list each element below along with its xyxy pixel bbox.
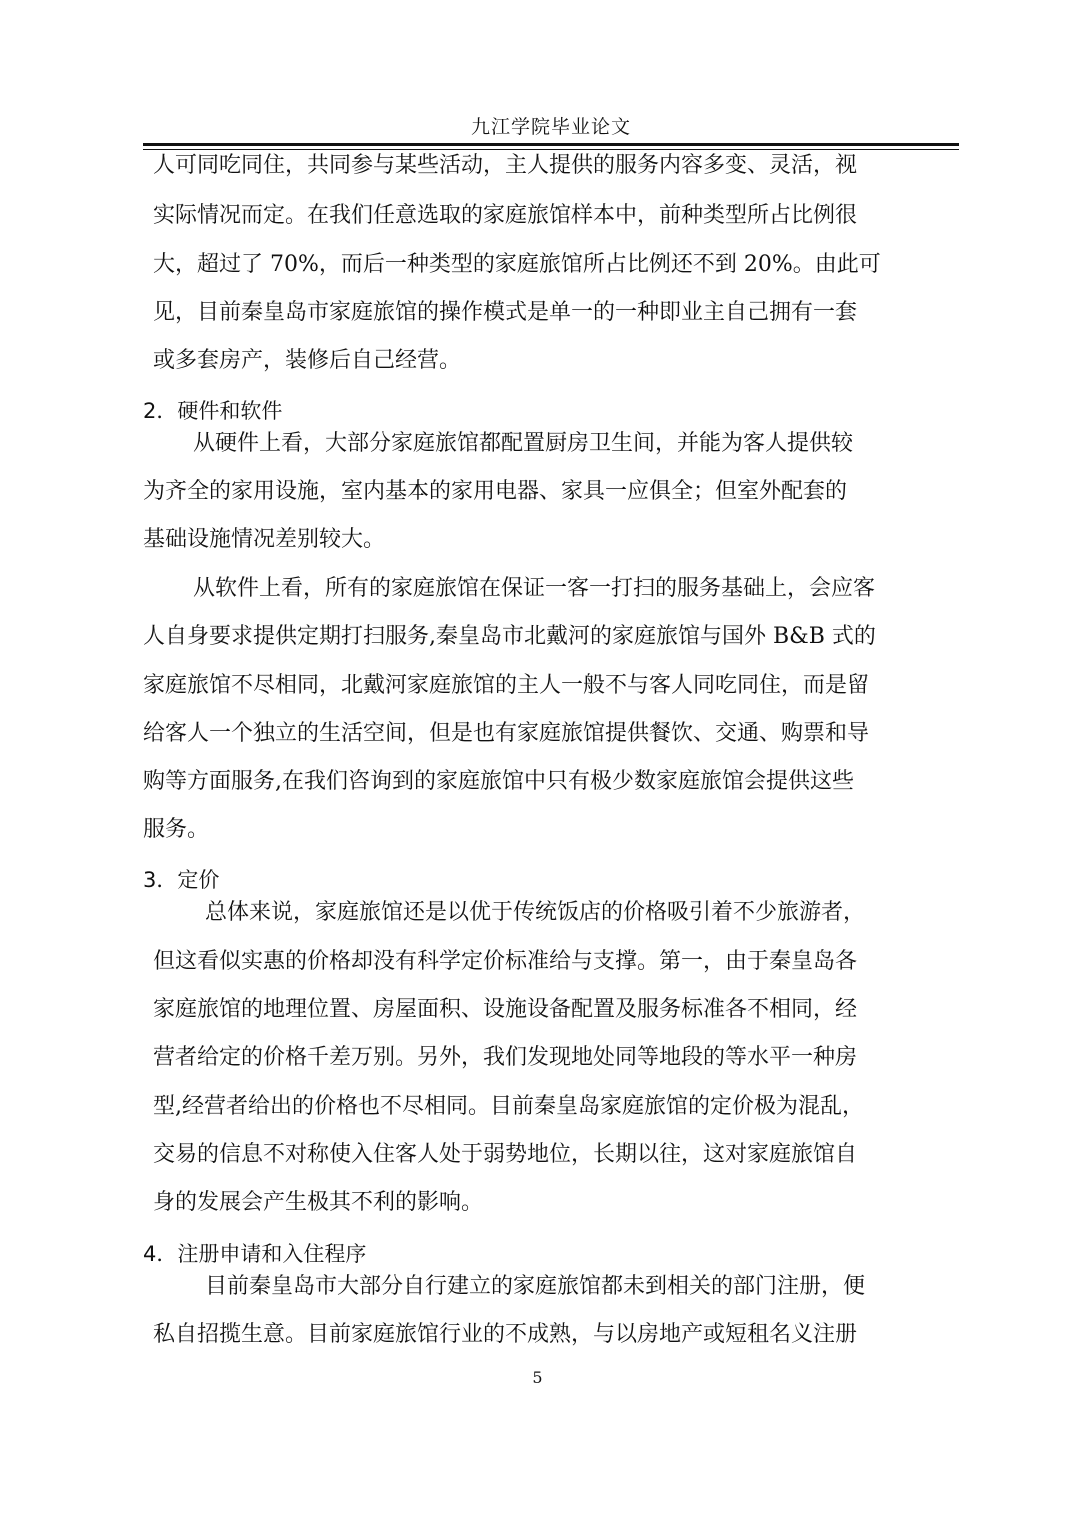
text-line: 家庭旅馆不尽相同，北戴河家庭旅馆的主人一般不与客人同吃同住，而是留: [143, 673, 870, 698]
section-heading: 2．硬件和软件: [143, 399, 283, 423]
text-line: 为齐全的家用设施，室内基本的家用电器、家具一应俱全；但室外配套的: [143, 479, 848, 504]
text-line: 见，目前秦皇岛市家庭旅馆的操作模式是单一的一种即业主自己拥有一套: [153, 300, 858, 325]
text-line: 基础设施情况差别较大。: [143, 527, 386, 552]
header-rule-thick: [143, 143, 959, 146]
page-number: 5: [532, 1368, 543, 1387]
text-line: 型,经营者给出的价格也不尽相同。目前秦皇岛家庭旅馆的定价极为混乱，: [153, 1094, 864, 1119]
text-line: 但这看似实惠的价格却没有科学定价标准给与支撑。第一，由于秦皇岛各: [153, 949, 858, 974]
page-header-title: 九江学院毕业论文: [470, 116, 631, 138]
text-line: 服务。: [143, 817, 210, 842]
text-line: 给客人一个独立的生活空间，但是也有家庭旅馆提供餐饮、交通、购票和导: [143, 721, 870, 746]
text-line: 交易的信息不对称使入住客人处于弱势地位，长期以往，这对家庭旅馆自: [153, 1142, 858, 1167]
text-line: 人自身要求提供定期打扫服务,秦皇岛市北戴河的家庭旅馆与国外 B&B 式的: [143, 624, 876, 649]
text-line: 人可同吃同住，共同参与某些活动，主人提供的服务内容多变、灵活，视: [153, 153, 858, 178]
text-line: 购等方面服务,在我们咨询到的家庭旅馆中只有极少数家庭旅馆会提供这些: [143, 769, 854, 794]
text-line: 身的发展会产生极其不利的影响。: [153, 1190, 484, 1215]
text-line: 总体来说，家庭旅馆还是以优于传统饭店的价格吸引着不少旅游者，: [205, 900, 866, 925]
text-line: 实际情况而定。在我们任意选取的家庭旅馆样本中，前种类型所占比例很: [153, 203, 858, 228]
text-line: 营者给定的价格千差万别。另外，我们发现地处同等地段的等水平一种房: [153, 1045, 858, 1070]
text-line: 从硬件上看，大部分家庭旅馆都配置厨房卫生间，并能为客人提供较: [193, 431, 854, 456]
text-line: 或多套房产，装修后自己经营。: [153, 348, 462, 373]
section-heading: 3．定价: [143, 868, 220, 892]
text-line: 大，超过了 70%，而后一种类型的家庭旅馆所占比例还不到 20%。由此可: [153, 252, 881, 277]
text-line: 私自招揽生意。目前家庭旅馆行业的不成熟，与以房地产或短租名义注册: [153, 1322, 858, 1347]
text-line: 目前秦皇岛市大部分自行建立的家庭旅馆都未到相关的部门注册，便: [205, 1274, 866, 1299]
text-line: 从软件上看，所有的家庭旅馆在保证一客一打扫的服务基础上，会应客: [193, 576, 876, 601]
text-line: 家庭旅馆的地理位置、房屋面积、设施设备配置及服务标准各不相同，经: [153, 997, 858, 1022]
section-heading: 4．注册申请和入住程序: [143, 1242, 367, 1266]
header-rule-thin: [143, 149, 959, 150]
